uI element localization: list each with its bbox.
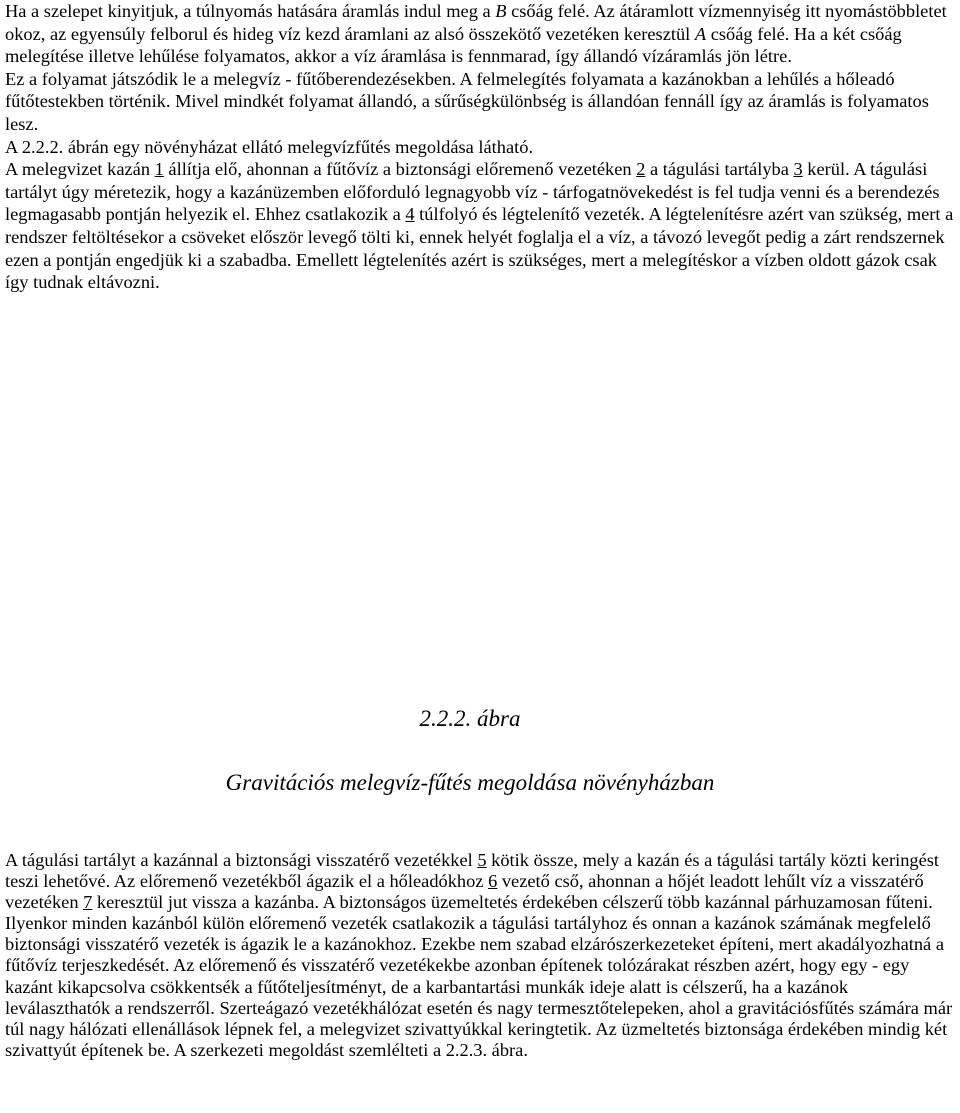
top-text-block: [5, 0, 957, 294]
paragraph-figure-reference: A 2.2.2. ábrán egy növényházat ellátó melegvízfűtés megoldása látható.: [5, 136, 534, 157]
reference-number: 6: [488, 871, 498, 892]
reference-number: 5: [477, 850, 487, 870]
paragraph-valve-flow: [5, 0, 957, 68]
text-run: Ha a szelepet kinyitjuk, a túlnyomás hatására áramlás indul meg a: [5, 1, 496, 21]
text-run: kötik össze, mely a kazán és a tágulási tartály közti keringést teszi lehetővé. Az előremenő vezetékből ágazik el a hőleadókhoz: [5, 850, 940, 892]
branch-label-a: A: [694, 23, 707, 44]
reference-number: 7: [83, 892, 93, 913]
text-run: csőág felé. Az átáramlott vízmennyiség itt nyomástöbbletet okoz, az egyensúly felborul és hideg víz kezd áramlani az alsó összekötő vezetéken keresztül: [5, 1, 947, 44]
text-run: A melegvizet kazán: [5, 159, 155, 180]
branch-label-b: B: [495, 1, 507, 21]
text-run: állítja elő, ahonnan a fűtővíz a biztonsági előremenő vezetéken: [163, 159, 637, 180]
paragraph-heating-process: Ez a folyamat játszódik le a melegvíz - fűtőberendezésekben. A felmelegítés folyamata a kazánokban a lehűlés a hőleadó fűtőtestekben történik. Mivel mindkét folyamat állandó, a sűrűségkülönbség is állandóan fennáll így az áramlás is folyamatos lesz.: [5, 68, 929, 134]
text-run: a tágulási tartályba: [645, 159, 794, 180]
text-run: A tágulási tartályt a kazánnal a biztonsági visszatérő vezetékkel: [5, 850, 478, 870]
reference-number: 3: [793, 159, 803, 180]
figure-number: 2.2.2. ábra: [419, 706, 521, 731]
paragraph-expansion-tank: [5, 850, 957, 1061]
figure-caption: Gravitációs melegvíz-fűtés megoldása növényházban: [225, 770, 715, 795]
text-run: keresztül jut vissza a kazánba. A biztonságos üzemeltetés érdekében célszerű több kazánnal párhuzamosan fűteni. Ilyenkor minden kazánból külön előremenő vezeték csatlakozik a tágulási tartályhoz és onnan a kazánok számának megfelelő biztonsági visszatérő vezeték is ágazik le a kazánokhoz. Ezekbe nem szabad elzárószerkezeteket építeni, mert akadályozhatná a fűtővíz terjeszkedését. Az előremenő és visszatérő vezetékekbe azonban építenek tolózárakat részben azért, hogy egy - egy kazánt kikapcsolva csökkentsék a fűtőteljesítményt, de a karbantartási munkák ideje alatt is célszerű, ha a kazánok leválaszthatók a rendszerről. Szerteágazó vezetékhálózat esetén és nagy termesztőtelepeken, ahol a gravitációsfűtés számára már túl nagy hálózati ellenállások lépnek fel, a melegvizet szivattyúkkal keringtetik. Az üzmeltetés biztonsága érdekében mindig két szivattyút építenek be. A szerkezeti megoldást szemlélteti a 2.2.3. ábra.: [5, 892, 953, 1060]
reference-number: 2: [636, 159, 646, 180]
text-run: túlfolyó és légtelenítő vezeték. A légtelenítésre azért van szükség, mert a rendszer feltöltésekor a csöveket először levegő tölti ki, ennek helyét foglalja el a víz, a távozó levegőt pedig a zárt rendszernek ezen a pontján engedjük ki a szabadba. Emellett légtelenítés azért is szükséges, mert a melegítéskor a vízben oldott gázok csak így tudnak eltávozni.: [5, 204, 954, 293]
text-run: vezető cső, ahonnan a hőjét leadott lehűlt víz a visszatérő vezetéken: [5, 871, 924, 913]
figure-image-area: [5, 330, 955, 700]
paragraph-boiler-description: [5, 158, 957, 294]
text-run: csőág felé. Ha a két csőág melegítése illetve lehűlése folyamatos, akkor a víz áramlása is fennmarad, így állandó vízáramlás jön létre.: [5, 23, 902, 67]
text-run: kerül. A tágulási tartályt úgy méretezik, hogy a kazánüzemben előforduló legnagyobb víz - tárfogatnövekedést is fel tudja venni és a berendezés legmagasabb pontján helyezik el. Ehhez csatlakozik a: [5, 159, 940, 225]
bottom-text-block: [5, 850, 957, 1061]
reference-number: 4: [405, 204, 415, 225]
reference-number: 1: [154, 159, 164, 180]
